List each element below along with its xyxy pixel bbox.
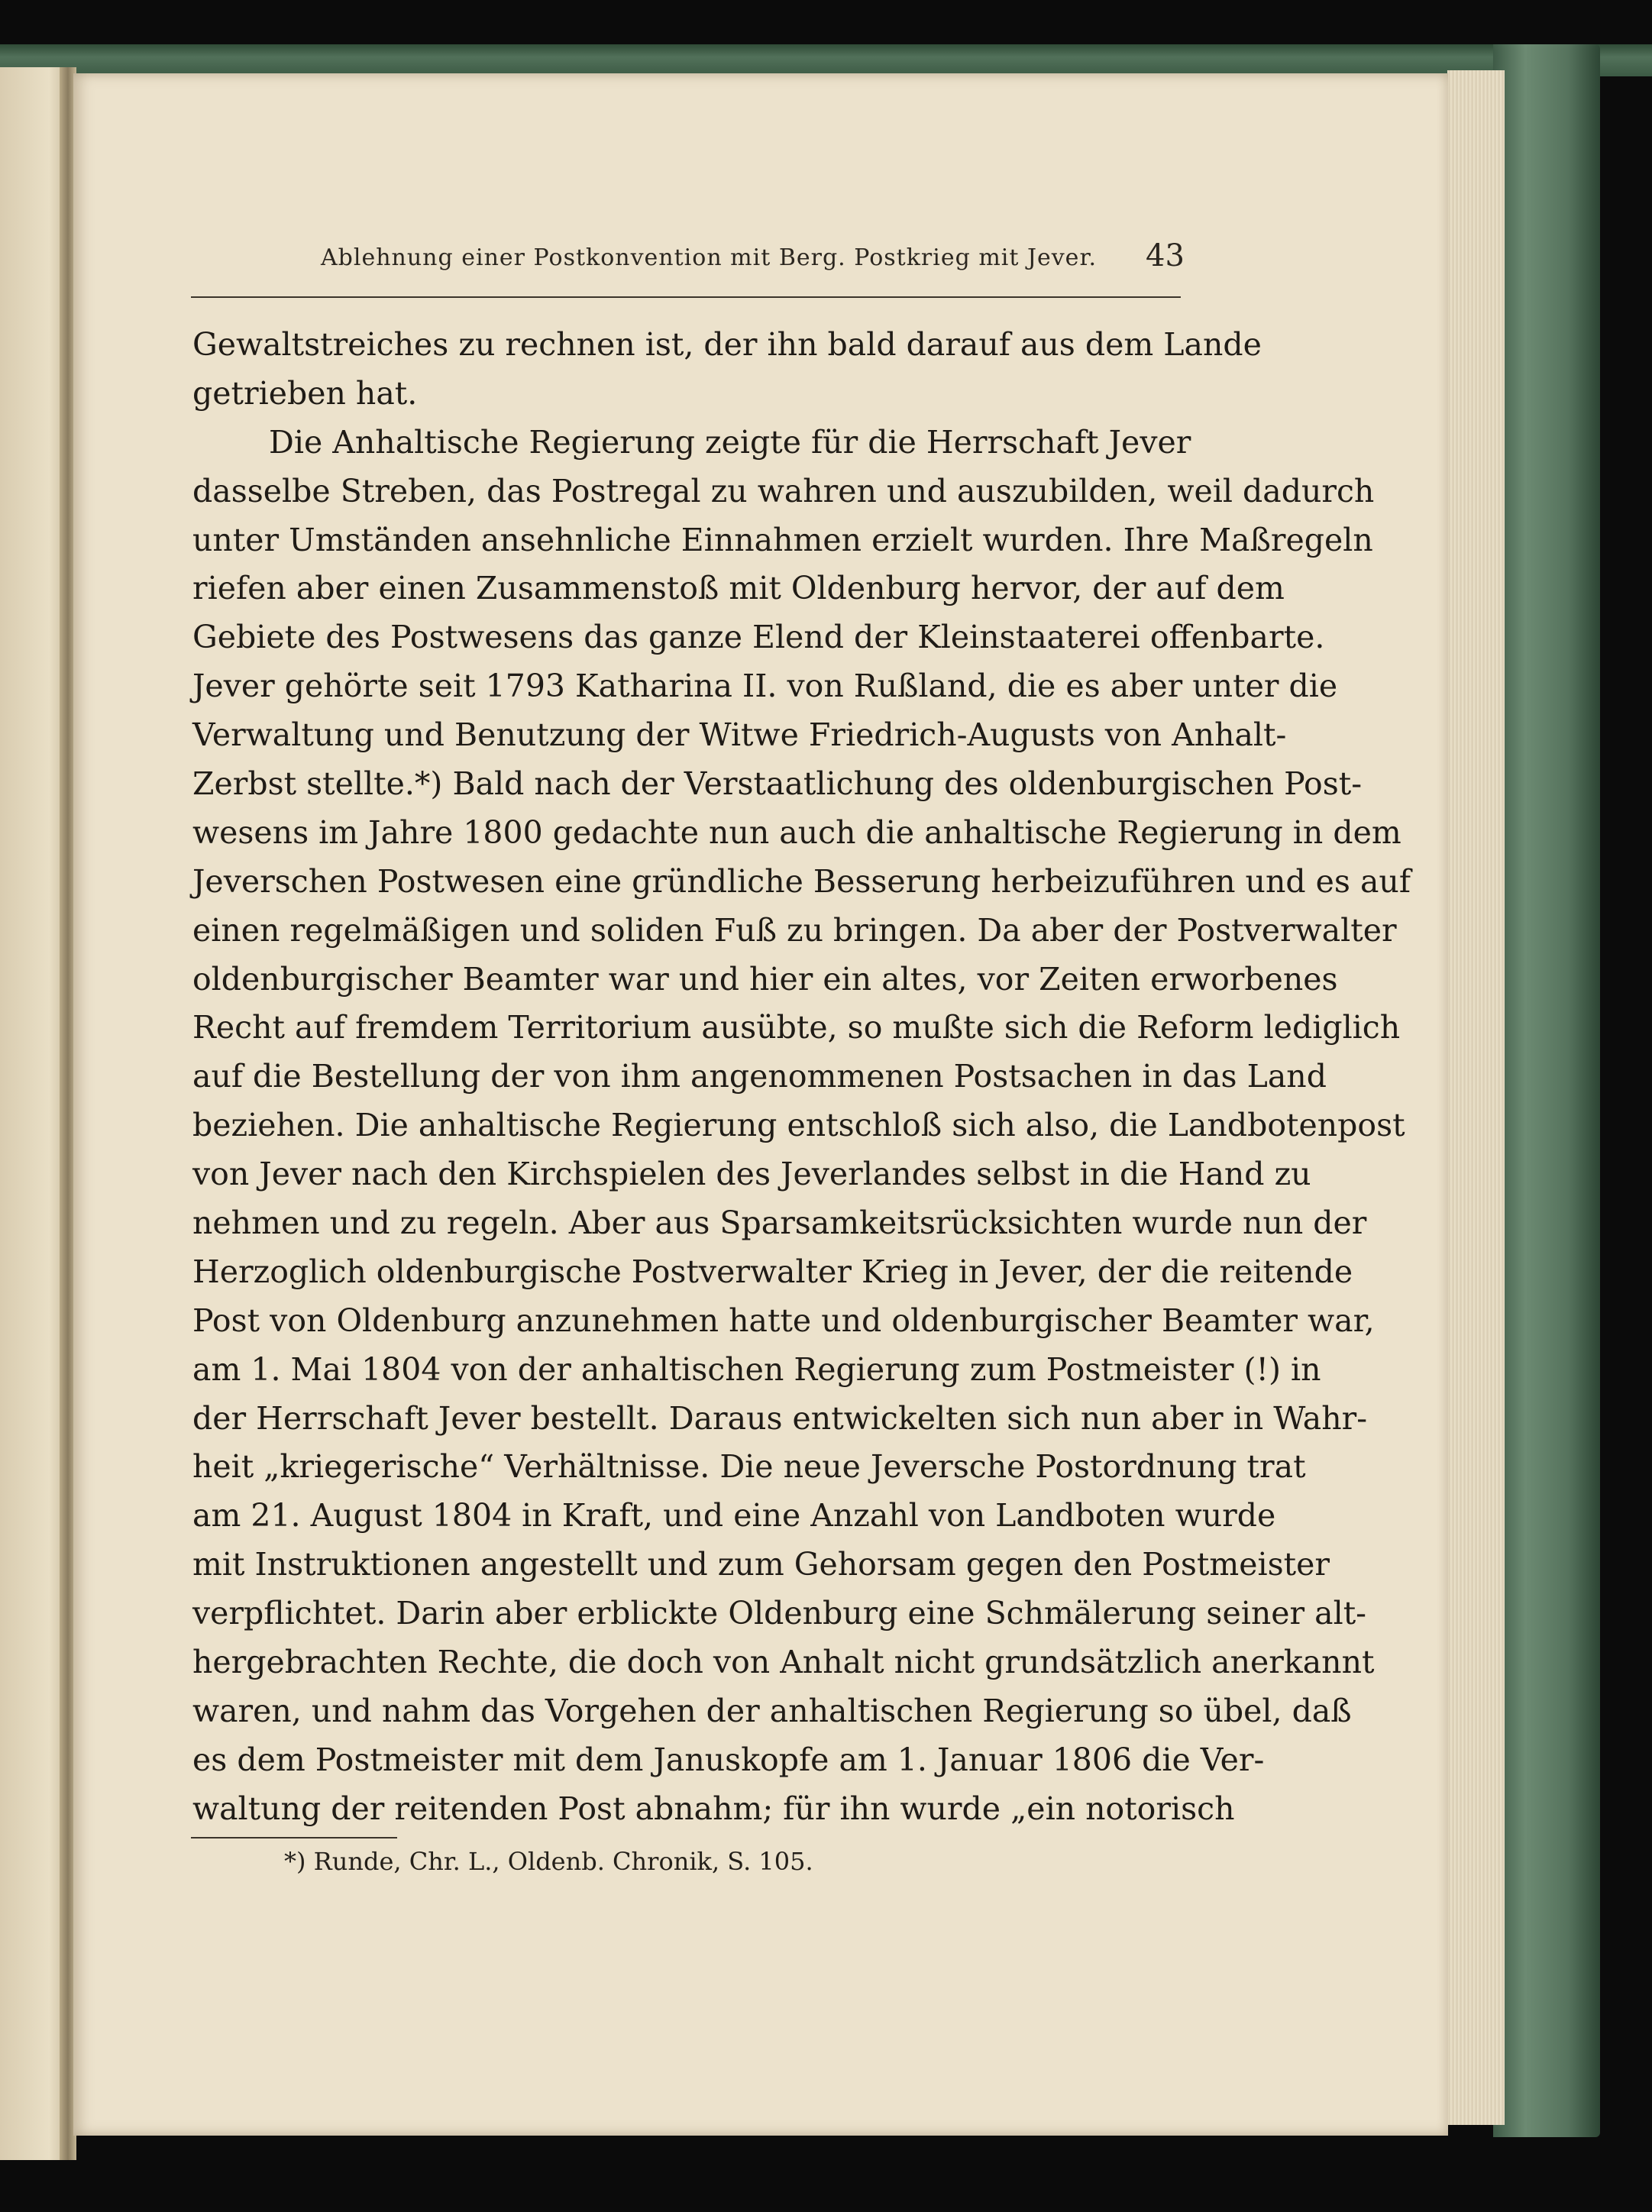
- text-line: Gewaltstreiches zu rechnen ist, der ihn bald darauf aus dem Lande: [192, 326, 1262, 363]
- text-line: beziehen. Die anhaltische Regierung entschloß sich also, die Landbotenpost: [192, 1107, 1405, 1144]
- header-rule: [191, 296, 1181, 298]
- text-line: Die Anhaltische Regierung zeigte für die Herrschaft Jever: [269, 423, 1191, 461]
- page-stack-edge: [1447, 70, 1505, 2125]
- text-line: Jeverschen Postwesen eine gründliche Besserung herbeizuführen und es auf: [192, 862, 1411, 900]
- text-line: am 1. Mai 1804 von der anhaltischen Regierung zum Postmeister (!) in: [192, 1350, 1321, 1388]
- book-cover-edge: [1493, 44, 1600, 2137]
- text-line: der Herrschaft Jever bestellt. Daraus entwickelten sich nun aber in Wahr-: [192, 1399, 1368, 1437]
- text-line: es dem Postmeister mit dem Januskopfe am 1. Januar 1806 die Ver-: [192, 1741, 1265, 1778]
- text-line: Herzoglich oldenburgische Postverwalter Krieg in Jever, der die reitende: [192, 1253, 1353, 1290]
- text-line: wesens im Jahre 1800 gedachte nun auch die anhaltische Regierung in dem: [192, 813, 1401, 851]
- text-line: am 21. August 1804 in Kraft, und eine Anzahl von Landboten wurde: [192, 1497, 1276, 1534]
- text-line: mit Instruktionen angestellt und zum Gehorsam gegen den Postmeister: [192, 1546, 1330, 1583]
- text-line: auf die Bestellung der von ihm angenommenen Postsachen in das Land: [192, 1058, 1327, 1095]
- text-line: oldenburgischer Beamter war und hier ein altes, vor Zeiten erworbenes: [192, 960, 1338, 998]
- text-line: Verwaltung und Benutzung der Witwe Friedrich-Augusts von Anhalt-: [192, 716, 1287, 754]
- text-line: dasselbe Streben, das Postregal zu wahren und auszubilden, weil dadurch: [192, 472, 1375, 509]
- book-binding-top: [0, 44, 1652, 76]
- text-line: Post von Oldenburg anzunehmen hatte und oldenburgischer Beamter war,: [192, 1302, 1375, 1339]
- text-line: nehmen und zu regeln. Aber aus Sparsamkeitsrücksichten wurde nun der: [192, 1205, 1367, 1242]
- text-line: hergebrachten Rechte, die doch von Anhalt nicht grundsätzlich anerkannt: [192, 1644, 1375, 1681]
- running-head: Ablehnung einer Postkonvention mit Berg. Postkrieg mit Jever.: [321, 244, 1098, 271]
- text-line: verpflichtet. Darin aber erblickte Oldenburg eine Schmälerung seiner alt-: [192, 1595, 1367, 1632]
- text-line: von Jever nach den Kirchspielen des Jeverlandes selbst in die Hand zu: [192, 1156, 1311, 1193]
- text-line: unter Umständen ansehnliche Einnahmen erzielt wurden. Ihre Maßregeln: [192, 521, 1373, 558]
- text-line: Gebiete des Postwesens das ganze Elend der Kleinstaaterei offenbarte.: [192, 619, 1325, 656]
- text-line: einen regelmäßigen und soliden Fuß zu bringen. Da aber der Postverwalter: [192, 911, 1397, 949]
- footnote: *) Runde, Chr. L., Oldenb. Chronik, S. 105.: [284, 1847, 813, 1876]
- page-number: 43: [1146, 238, 1185, 273]
- body-text: [192, 321, 1411, 1834]
- footnote-rule: [191, 1837, 397, 1838]
- text-line: Zerbst stellte.*) Bald nach der Verstaatlichung des oldenburgischen Post-: [192, 765, 1363, 803]
- text-line: getrieben hat.: [192, 374, 418, 412]
- text-line: riefen aber einen Zusammenstoß mit Oldenburg hervor, der auf dem: [192, 570, 1285, 607]
- text-line: heit „kriegerische“ Verhältnisse. Die neue Jeversche Postordnung trat: [192, 1448, 1306, 1486]
- text-line: waltung der reitenden Post abnahm; für ihn wurde „ein notorisch: [192, 1790, 1235, 1827]
- text-line: Jever gehörte seit 1793 Katharina II. von Rußland, die es aber unter die: [192, 668, 1338, 705]
- text-line: waren, und nahm das Vorgehen der anhaltischen Regierung so übel, daß: [192, 1692, 1352, 1729]
- text-line: Recht auf fremdem Territorium ausübte, so mußte sich die Reform lediglich: [192, 1009, 1401, 1046]
